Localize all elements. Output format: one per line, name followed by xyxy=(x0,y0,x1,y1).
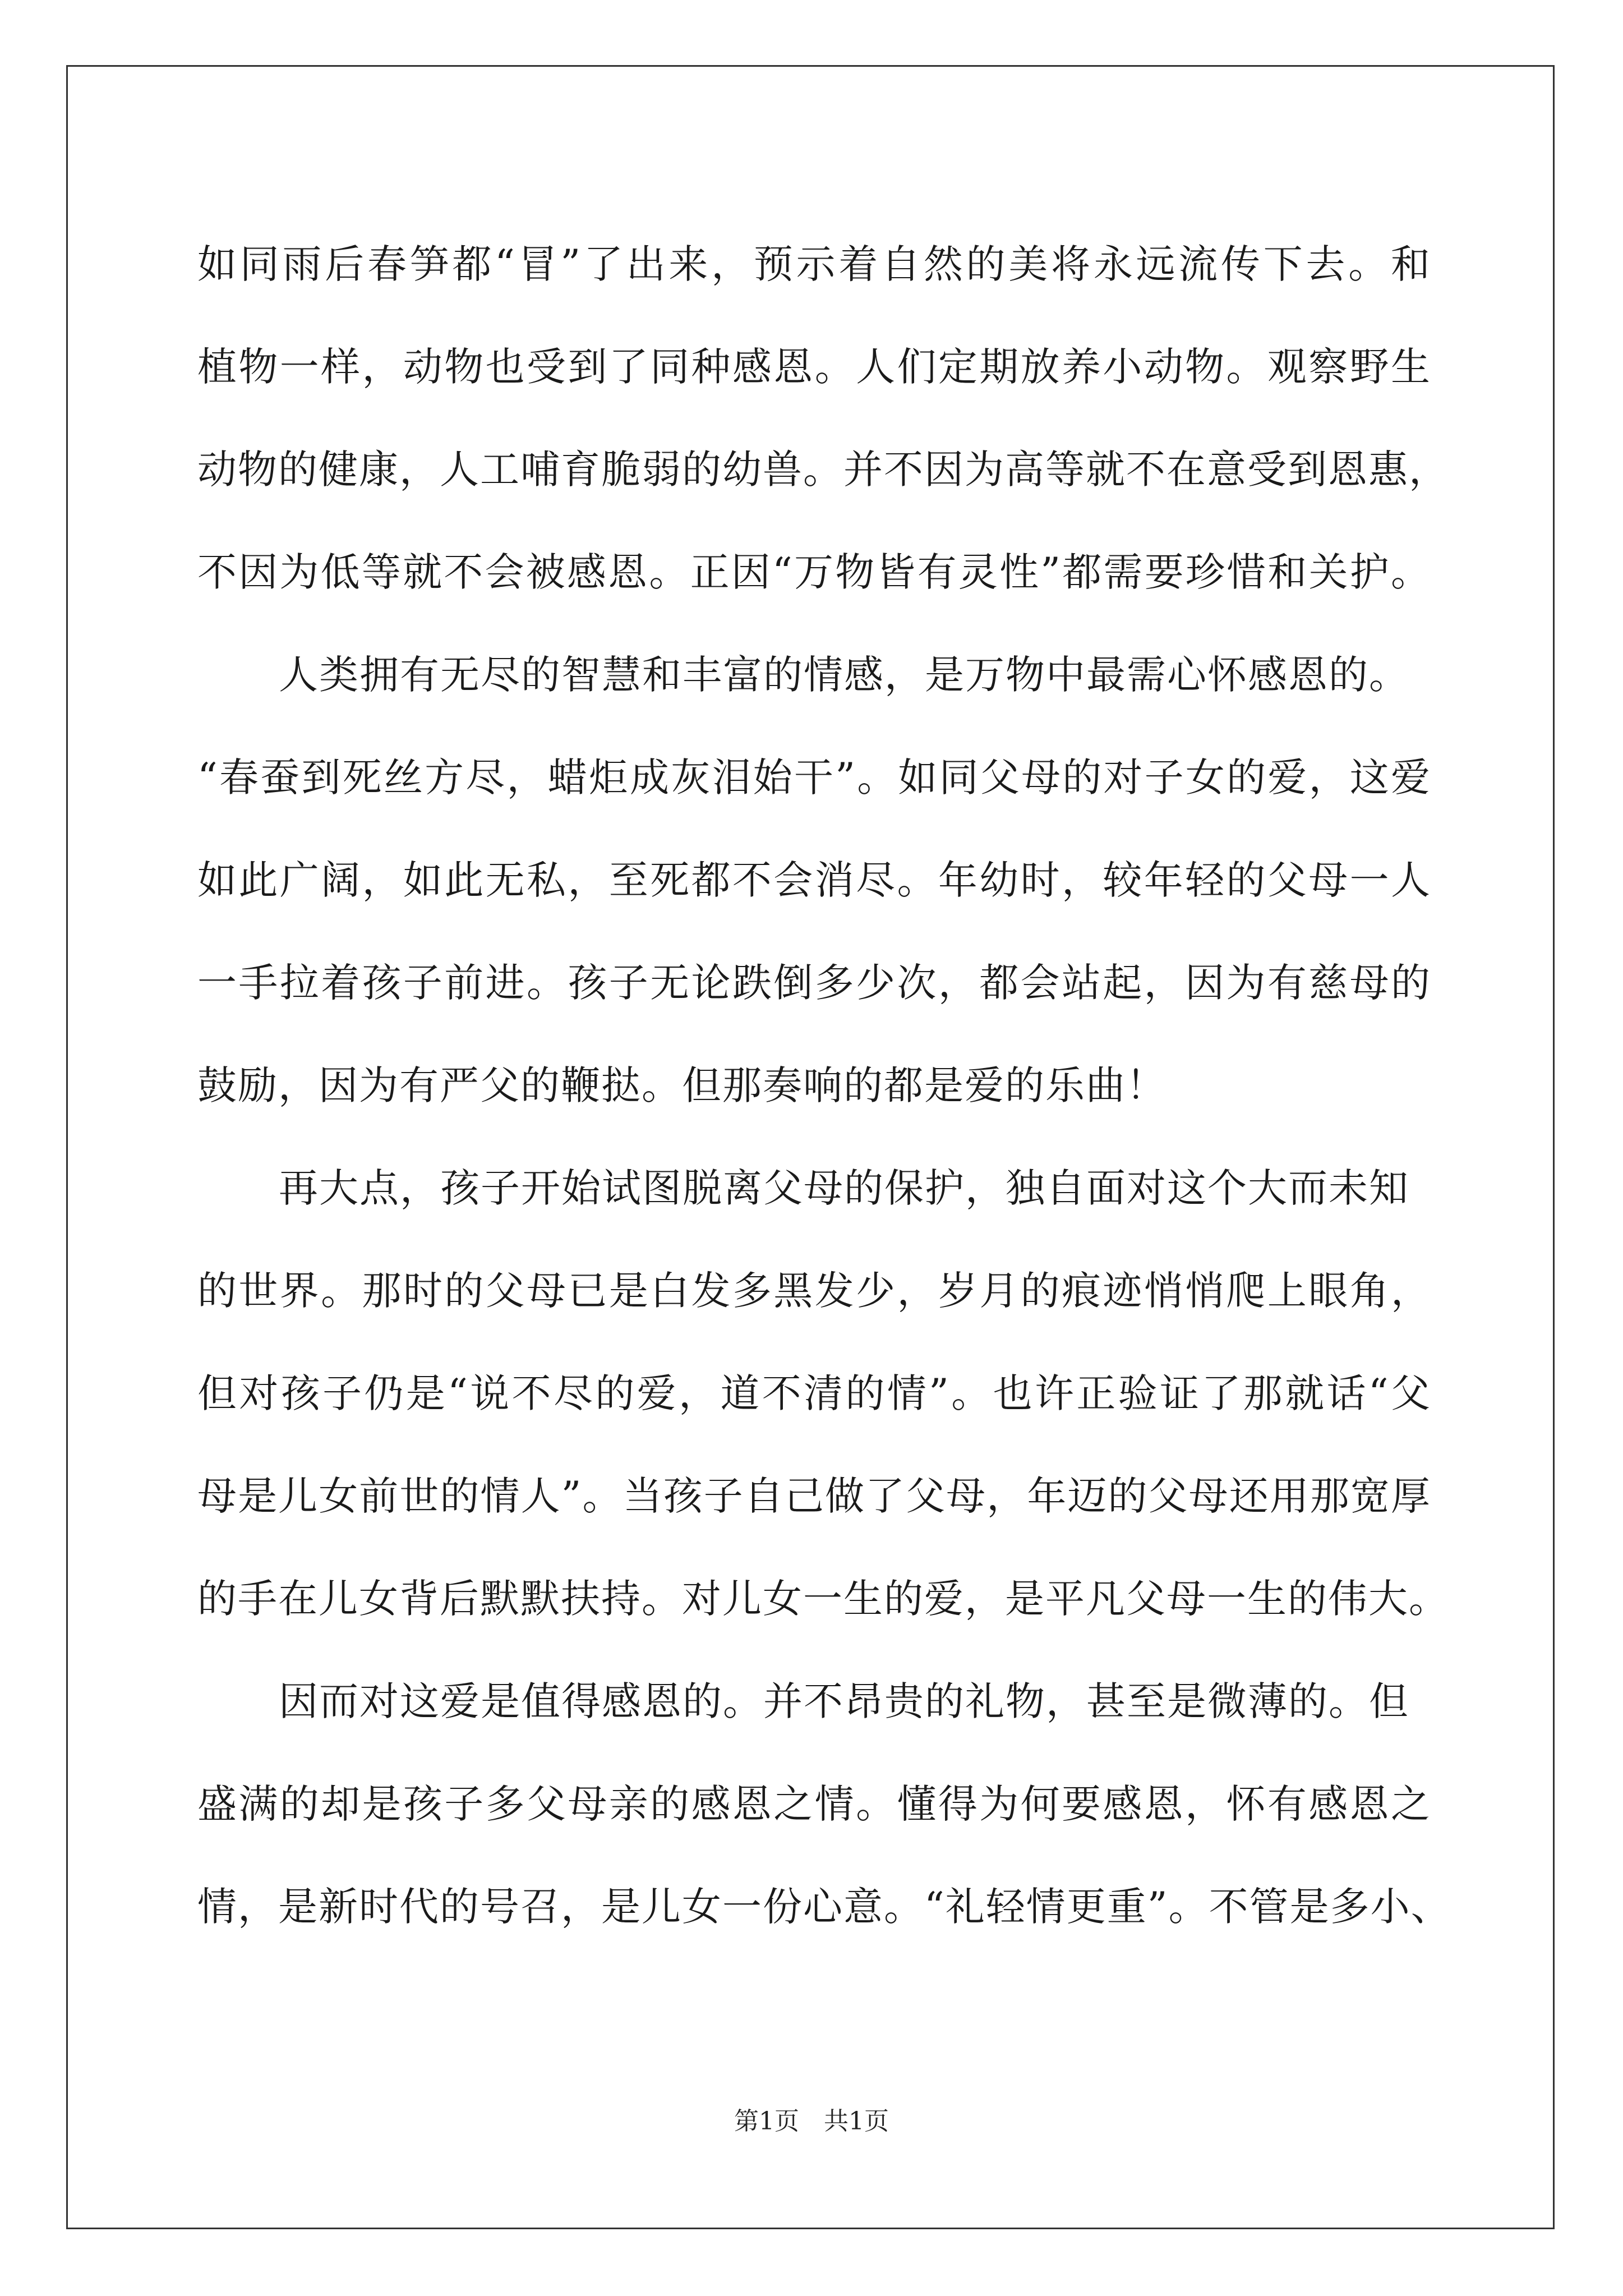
text-line: 植物一样，动物也受到了同种感恩。人们定期放养小动物。观察野生 xyxy=(197,344,1431,390)
text-line: 动物的健康，人工哺育脆弱的幼兽。并不因为高等就不在意受到恩惠， xyxy=(197,447,1449,493)
text-line: 但对孩子仍是“说不尽的爱，道不清的情”。也许正验证了那就话“父 xyxy=(197,1370,1431,1416)
text-line-paragraph-start: 因而对这爱是值得感恩的。并不昂贵的礼物，甚至是微薄的。但 xyxy=(279,1678,1409,1724)
text-line: 如同雨后春笋都“冒”了出来，预示着自然的美将永远流传下去。和 xyxy=(197,241,1431,287)
text-line: “春蚕到死丝方尽，蜡炬成灰泪始干”。如同父母的对子女的爱，这爱 xyxy=(197,754,1431,800)
text-line: 一手拉着孩子前进。孩子无论跌倒多少次，都会站起，因为有慈母的 xyxy=(197,960,1431,1006)
text-line: 盛满的却是孩子多父母亲的感恩之情。懂得为何要感恩，怀有感恩之 xyxy=(197,1781,1431,1827)
text-line: 鼓励，因为有严父的鞭挞。但那奏响的都是爱的乐曲！ xyxy=(197,1062,1166,1108)
page-footer: 第1页 共1页 xyxy=(734,2107,889,2136)
text-line: 情，是新时代的号召，是儿女一份心意。“礼轻情更重”。不管是多小、 xyxy=(197,1884,1451,1930)
text-line-paragraph-start: 人类拥有无尽的智慧和丰富的情感，是万物中最需心怀感恩的。 xyxy=(279,652,1409,698)
text-line: 不因为低等就不会被感恩。正因“万物皆有灵性”都需要珍惜和关护。 xyxy=(197,549,1431,595)
text-line: 母是儿女前世的情人”。当孩子自己做了父母，年迈的父母还用那宽厚 xyxy=(197,1473,1431,1519)
text-line-paragraph-start: 再大点，孩子开始试图脱离父母的保护，独自面对这个大而未知 xyxy=(279,1165,1409,1211)
text-line: 如此广阔，如此无私，至死都不会消尽。年幼时，较年轻的父母一人 xyxy=(197,857,1431,903)
text-line: 的世界。那时的父母已是白发多黑发少，岁月的痕迹悄悄爬上眼角， xyxy=(197,1268,1431,1314)
document-body xyxy=(197,213,1451,1958)
text-line: 的手在儿女背后默默扶持。对儿女一生的爱，是平凡父母一生的伟大。 xyxy=(197,1576,1449,1622)
